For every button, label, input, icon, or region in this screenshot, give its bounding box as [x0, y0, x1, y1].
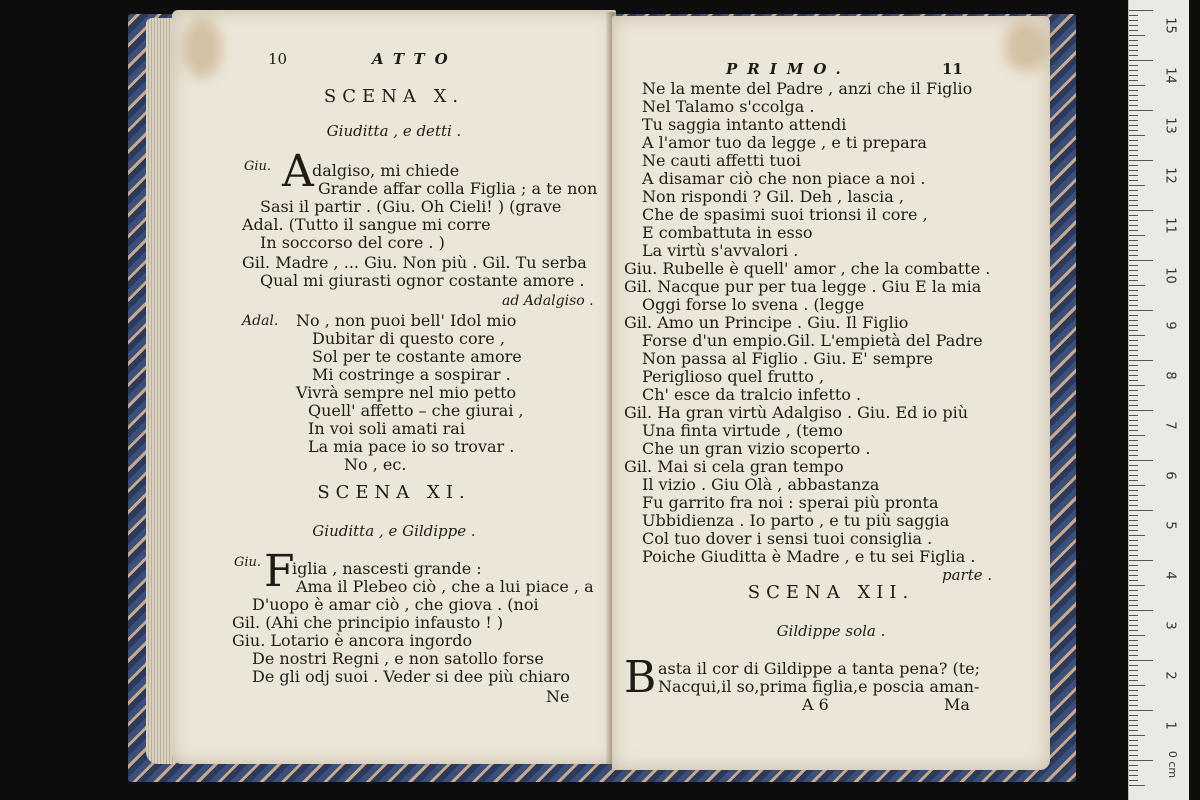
ruler-tick [1129, 555, 1138, 556]
verse-line: Gil. Amo un Principe . Giu. Il Figlio [624, 313, 909, 332]
catchword: Ma [944, 695, 970, 714]
catchword: Ne [546, 687, 570, 706]
right-page [612, 16, 1050, 770]
ruler-tick [1129, 545, 1138, 546]
ruler-tick [1129, 70, 1138, 71]
ruler-number: 3 [1162, 621, 1178, 630]
ruler-tick [1129, 595, 1138, 596]
ruler-tick [1129, 275, 1138, 276]
ruler-tick [1129, 95, 1138, 96]
ruler-tick [1129, 250, 1138, 251]
ruler-tick [1129, 50, 1138, 51]
ruler-number: 2 [1162, 671, 1178, 680]
ruler-tick [1129, 775, 1138, 776]
verse-line: Ne cauti affetti tuoi [642, 151, 801, 170]
verse-line: Gil. (Ahi che principio infausto ! ) [232, 613, 504, 632]
verse-line: Non rispondi ? Gil. Deh , lascia , [642, 187, 904, 206]
verse-line: dalgiso, mi chiede [312, 161, 460, 180]
ruler-tick [1129, 220, 1138, 221]
ruler-tick [1129, 425, 1138, 426]
ruler-tick [1129, 500, 1138, 501]
ruler-tick [1129, 530, 1138, 531]
ruler-tick [1129, 270, 1138, 271]
verse-line: Grande affar colla Figlia ; a te non [318, 179, 598, 198]
ruler-tick [1129, 330, 1138, 331]
ruler-tick [1129, 695, 1138, 696]
speaker-label: Giu. [234, 555, 262, 570]
ruler-tick [1129, 760, 1153, 761]
ruler-tick [1129, 225, 1138, 226]
ruler-tick [1129, 195, 1138, 196]
ruler-tick [1129, 770, 1138, 771]
ruler-tick [1129, 430, 1138, 431]
ruler-tick [1129, 40, 1138, 41]
ruler-tick [1129, 205, 1138, 206]
verse-line: asta il cor di Gildippe a tanta pena? (te; [658, 659, 981, 678]
verse-line: Oggi forse lo svena . (legge [642, 295, 865, 314]
ruler-tick [1129, 415, 1138, 416]
verse-line: Una finta virtude , (temo [642, 421, 843, 440]
ruler-tick [1129, 550, 1138, 551]
ruler-tick [1129, 155, 1138, 156]
ruler-tick [1129, 495, 1138, 496]
drop-capital: A [282, 146, 314, 197]
ruler-tick [1129, 350, 1138, 351]
verse-line: Nacqui,il so,prima figlia,e poscia aman- [658, 677, 980, 696]
verse-line: Il vizio . Giu Olà , abbastanza [642, 475, 880, 494]
ruler-tick [1129, 100, 1138, 101]
ruler-tick [1129, 525, 1138, 526]
ruler-tick [1129, 655, 1138, 656]
ruler-tick [1129, 405, 1138, 406]
ruler-tick [1129, 300, 1138, 301]
speaker-label: Adal. [242, 313, 279, 329]
ruler-tick [1129, 410, 1153, 411]
ruler-tick [1129, 170, 1138, 171]
ruler-tick [1129, 390, 1138, 391]
age-stain [1004, 22, 1048, 72]
ruler-tick [1129, 505, 1138, 506]
ruler-tick [1129, 735, 1145, 736]
ruler-tick [1129, 560, 1153, 561]
ruler-tick [1129, 55, 1138, 56]
scene-cast: Giuditta , e Gildippe . [312, 522, 476, 540]
ruler-tick [1129, 575, 1138, 576]
verse-line: Poiche Giuditta è Madre , e tu sei Figlia . [642, 547, 976, 566]
ruler-tick [1129, 370, 1138, 371]
ruler-tick [1129, 730, 1138, 731]
verse-line: Ama il Plebeo ciò , che a lui piace , a [296, 577, 594, 596]
ruler-tick [1129, 725, 1138, 726]
ruler-tick [1129, 15, 1138, 16]
ruler-tick [1129, 175, 1138, 176]
ruler-tick [1129, 140, 1138, 141]
ruler-tick [1129, 675, 1138, 676]
drop-capital: F [264, 546, 295, 597]
verse-line: Non passa al Figlio . Giu. E' sempre [642, 349, 933, 368]
ruler-tick [1129, 120, 1138, 121]
signature-mark: A 6 [802, 695, 829, 714]
verse-line: La virtù s'avvalori . [642, 241, 799, 260]
verse-line: D'uopo è amar ciò , che giova . (noi [252, 595, 539, 614]
verse-line: Ch' esce da tralcio infetto . [642, 385, 862, 404]
ruler-number: 8 [1162, 371, 1178, 380]
ruler-tick [1129, 110, 1153, 111]
ruler-tick [1129, 465, 1138, 466]
stage-direction: parte . [942, 566, 993, 584]
speaker-label: Giu. [244, 159, 272, 174]
verse-line: Ubbidienza . Io parto , e tu più saggia [642, 511, 950, 530]
ruler-tick [1129, 450, 1138, 451]
ruler-tick [1129, 615, 1138, 616]
verse-line: Periglioso quel frutto , [642, 367, 825, 386]
verse-line: A disamar ciò che non piace a noi . [642, 169, 926, 188]
ruler-tick [1129, 65, 1138, 66]
ruler-tick [1129, 160, 1153, 161]
ruler-tick [1129, 20, 1138, 21]
ruler-tick [1129, 580, 1138, 581]
scene-title: SCENA X. [323, 86, 465, 107]
ruler-tick [1129, 335, 1145, 336]
verse-line: A l'amor tuo da legge , e ti prepara [642, 133, 927, 152]
ruler-tick [1129, 620, 1138, 621]
verse-line: Qual mi giurasti ognor costante amore . [260, 271, 585, 290]
verse-line: Gil. Ha gran virtù Adalgiso . Giu. Ed io più [624, 403, 969, 422]
ruler-tick [1129, 680, 1138, 681]
verse-line: Fu garrito fra noi : sperai più pronta [642, 493, 939, 512]
ruler-number: 10 [1162, 267, 1178, 284]
ruler-tick [1129, 445, 1138, 446]
ruler-tick [1129, 125, 1138, 126]
left-page [172, 10, 616, 764]
verse-line: Mi costringe a sospirar . [312, 365, 511, 384]
ruler-tick [1129, 785, 1145, 786]
ruler-tick [1129, 145, 1138, 146]
verse-line: Ne la mente del Padre , anzi che il Figlio [642, 79, 973, 98]
ruler-number: 9 [1162, 321, 1178, 330]
ruler-tick [1129, 280, 1138, 281]
ruler-tick [1129, 25, 1138, 26]
ruler-tick [1129, 305, 1138, 306]
ruler-tick [1129, 670, 1138, 671]
ruler-tick [1129, 165, 1138, 166]
ruler-tick [1129, 625, 1138, 626]
scene-title: SCENA XII. [747, 582, 915, 603]
ruler-tick [1129, 90, 1138, 91]
ruler-tick [1129, 665, 1138, 666]
ruler-tick [1129, 320, 1138, 321]
ruler-tick [1129, 180, 1138, 181]
ruler-tick [1129, 60, 1153, 61]
ruler-tick [1129, 295, 1138, 296]
verse-line: Giu. Lotario è ancora ingordo [232, 631, 473, 650]
ruler-tick [1129, 740, 1138, 741]
ruler-tick [1129, 460, 1153, 461]
ruler-tick [1129, 355, 1138, 356]
ruler-tick [1129, 515, 1138, 516]
ruler-tick [1129, 610, 1153, 611]
ruler-tick [1129, 590, 1138, 591]
ruler-tick [1129, 190, 1138, 191]
ruler-tick [1129, 455, 1138, 456]
ruler-tick [1129, 780, 1138, 781]
ruler-number: 14 [1162, 67, 1178, 84]
ruler-tick [1129, 685, 1145, 686]
ruler-number: 13 [1162, 117, 1178, 134]
ruler-tick [1129, 480, 1138, 481]
drop-capital: B [624, 652, 657, 703]
ruler-tick [1129, 150, 1138, 151]
ruler-tick [1129, 80, 1138, 81]
ruler-number: 6 [1162, 471, 1178, 480]
scene-cast: Gildippe sola . [776, 622, 886, 640]
ruler-number: 4 [1162, 571, 1178, 580]
ruler-tick [1129, 375, 1138, 376]
verse-line: Quell' affetto – che giurai , [308, 401, 524, 420]
verse-line: La mia pace io so trovar . [308, 437, 515, 456]
verse-line: De gli odj suoi . Veder si dee più chiaro [252, 667, 571, 686]
verse-line: Gil. Madre , ... Giu. Non più . Gil. Tu serba [242, 253, 587, 272]
ruler-number: 11 [1162, 217, 1178, 234]
scene-title: SCENA XI. [317, 482, 471, 503]
running-head: PRIMO. [726, 60, 851, 78]
ruler-tick [1129, 380, 1138, 381]
ruler-tick [1129, 745, 1138, 746]
ruler-tick [1129, 365, 1138, 366]
verse-line: Adal. (Tutto il sangue mi corre [242, 215, 491, 234]
ruler-tick [1129, 520, 1138, 521]
measurement-ruler [1128, 0, 1189, 800]
ruler-tick [1129, 130, 1138, 131]
ruler-tick [1129, 605, 1138, 606]
verse-line: No , non puoi bell' Idol mio [296, 311, 517, 330]
ruler-tick [1129, 490, 1138, 491]
ruler-tick [1129, 85, 1145, 86]
ruler-tick [1129, 105, 1138, 106]
ruler-tick [1129, 345, 1138, 346]
ruler-tick [1129, 720, 1138, 721]
ruler-tick [1129, 285, 1145, 286]
page-number: 10 [268, 50, 288, 68]
ruler-tick [1129, 360, 1153, 361]
ruler-tick [1129, 765, 1138, 766]
ruler-number: 5 [1162, 521, 1178, 530]
ruler-tick [1129, 45, 1138, 46]
ruler-tick [1129, 135, 1145, 136]
ruler-tick [1129, 340, 1138, 341]
ruler-tick [1129, 290, 1138, 291]
ruler-tick [1129, 435, 1145, 436]
ruler-tick [1129, 475, 1138, 476]
ruler-unit: 0 cm [1166, 750, 1180, 779]
ruler-tick [1129, 660, 1153, 661]
ruler-tick [1129, 565, 1138, 566]
ruler-number: 7 [1162, 421, 1178, 430]
verse-line: Giu. Rubelle è quell' amor , che la combatte . [624, 259, 991, 278]
ruler-tick [1129, 585, 1145, 586]
ruler-tick [1129, 640, 1138, 641]
ruler-tick [1129, 260, 1153, 261]
ruler-tick [1129, 470, 1138, 471]
stage-direction: ad Adalgiso . [502, 293, 594, 309]
verse-line: No , ec. [344, 455, 407, 474]
verse-line: Tu saggia intanto attendi [642, 115, 847, 134]
age-stain [182, 18, 222, 78]
verse-line: Sasi il partir . (Giu. Oh Cieli! ) (grave [260, 197, 562, 216]
ruler-tick [1129, 200, 1138, 201]
verse-line: E combattuta in esso [642, 223, 813, 242]
verse-line: In soccorso del core . ) [260, 233, 445, 252]
ruler-tick [1129, 710, 1153, 711]
ruler-tick [1129, 690, 1138, 691]
running-head: ATTO [372, 50, 458, 68]
ruler-tick [1129, 485, 1145, 486]
ruler-tick [1129, 535, 1145, 536]
ruler-tick [1129, 185, 1145, 186]
ruler-tick [1129, 115, 1138, 116]
ruler-tick [1129, 210, 1153, 211]
verse-line: Che un gran vizio scoperto . [642, 439, 871, 458]
ruler-tick [1129, 35, 1145, 36]
ruler-tick [1129, 420, 1138, 421]
ruler-tick [1129, 30, 1138, 31]
ruler-tick [1129, 755, 1138, 756]
ruler-tick [1129, 400, 1138, 401]
ruler-tick [1129, 255, 1138, 256]
ruler-tick [1129, 630, 1138, 631]
ruler-tick [1129, 715, 1138, 716]
verse-line: Che de spasimi suoi trionsi il core , [642, 205, 928, 224]
ruler-tick [1129, 705, 1138, 706]
ruler-tick [1129, 240, 1138, 241]
verse-line: iglia , nascesti grande : [292, 559, 482, 578]
verse-line: Gil. Nacque pur per tua legge . Giu E la mia [624, 277, 982, 296]
verse-line: Col tuo dover i sensi tuoi consiglia . [642, 529, 933, 548]
ruler-tick [1129, 750, 1138, 751]
ruler-tick [1129, 635, 1145, 636]
ruler-tick [1129, 650, 1138, 651]
ruler-tick [1129, 245, 1138, 246]
verse-line: Dubitar di questo core , [312, 329, 505, 348]
ruler-tick [1129, 310, 1153, 311]
verse-line: De nostri Regni , e non satollo forse [252, 649, 544, 668]
ruler-tick [1129, 385, 1145, 386]
verse-line: Sol per te costante amore [312, 347, 522, 366]
ruler-tick [1129, 235, 1145, 236]
ruler-number: 1 [1162, 721, 1178, 730]
ruler-tick [1129, 600, 1138, 601]
ruler-tick [1129, 10, 1153, 11]
verse-line: Vivrà sempre nel mio petto [296, 383, 517, 402]
ruler-tick [1129, 570, 1138, 571]
verse-line: Nel Talamo s'ccolga . [642, 97, 815, 116]
ruler-tick [1129, 700, 1138, 701]
verse-line: Gil. Mai si cela gran tempo [624, 457, 844, 476]
verse-line: Forse d'un empio.Gil. L'empietà del Padre [642, 331, 983, 350]
ruler-tick [1129, 230, 1138, 231]
ruler-tick [1129, 265, 1138, 266]
ruler-tick [1129, 440, 1138, 441]
ruler-tick [1129, 75, 1138, 76]
ruler-tick [1129, 510, 1153, 511]
ruler-tick [1129, 395, 1138, 396]
page-number: 11 [942, 60, 963, 78]
ruler-tick [1129, 215, 1138, 216]
verse-line: In voi soli amati rai [308, 419, 465, 438]
ruler-tick [1129, 540, 1138, 541]
ruler-tick [1129, 645, 1138, 646]
ruler-number: 15 [1162, 17, 1178, 34]
scene-cast: Giuditta , e detti . [326, 122, 462, 140]
ruler-tick [1129, 325, 1138, 326]
ruler-number: 12 [1162, 167, 1178, 184]
ruler-tick [1129, 315, 1138, 316]
